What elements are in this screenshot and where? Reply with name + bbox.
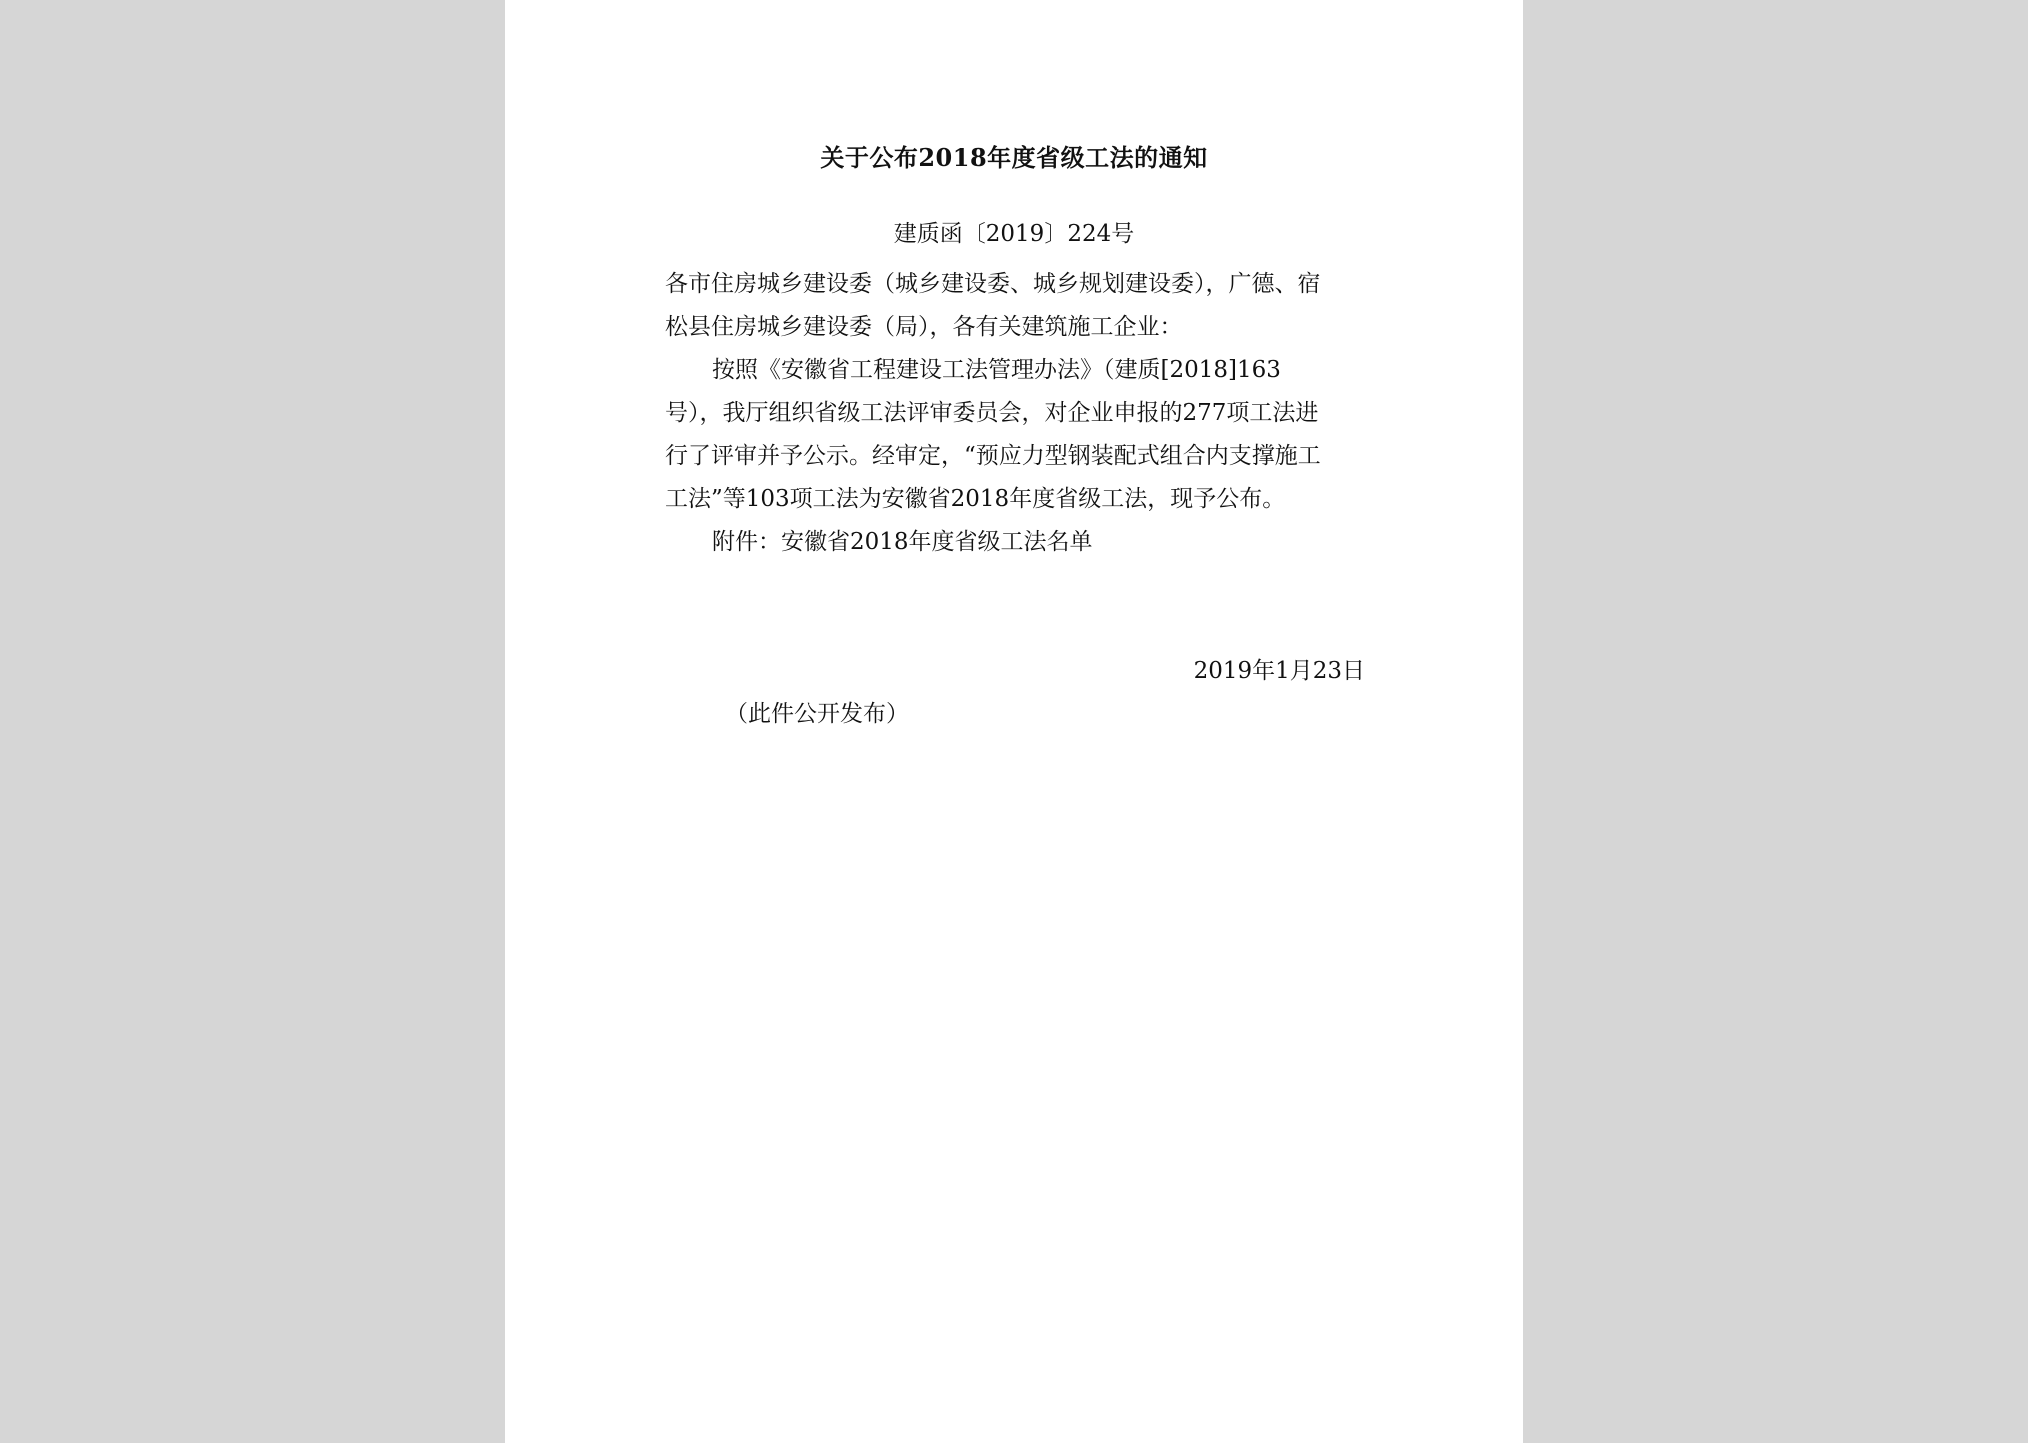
paragraph-line-4: 工法”等103项工法为安徽省2018年度省级工法，现予公布。 [665,486,1286,512]
document-number: 建质函〔2019〕224号 [893,221,1135,247]
addressee-line-2: 松县住房城乡建设委（局），各有关建筑施工企业： [665,314,1183,340]
attachment-line: 附件：安徽省2018年度省级工法名单 [712,529,1093,555]
document-date: 2019年1月23日 [1193,658,1365,684]
publication-note: （此件公开发布） [725,701,909,727]
paragraph-line-3: 行了评审并予公示。经审定，“预应力型钢装配式组合内支撑施工 [665,443,1321,469]
document-page [505,0,1523,1443]
paragraph-line-1: 按照《安徽省工程建设工法管理办法》（建质[2018]163 [712,357,1281,383]
addressee-line-1: 各市住房城乡建设委（城乡建设委、城乡规划建设委），广德、宿 [665,271,1321,297]
paragraph-line-2: 号），我厅组织省级工法评审委员会，对企业申报的277项工法进 [665,400,1319,426]
document-title: 关于公布2018年度省级工法的通知 [820,143,1208,172]
